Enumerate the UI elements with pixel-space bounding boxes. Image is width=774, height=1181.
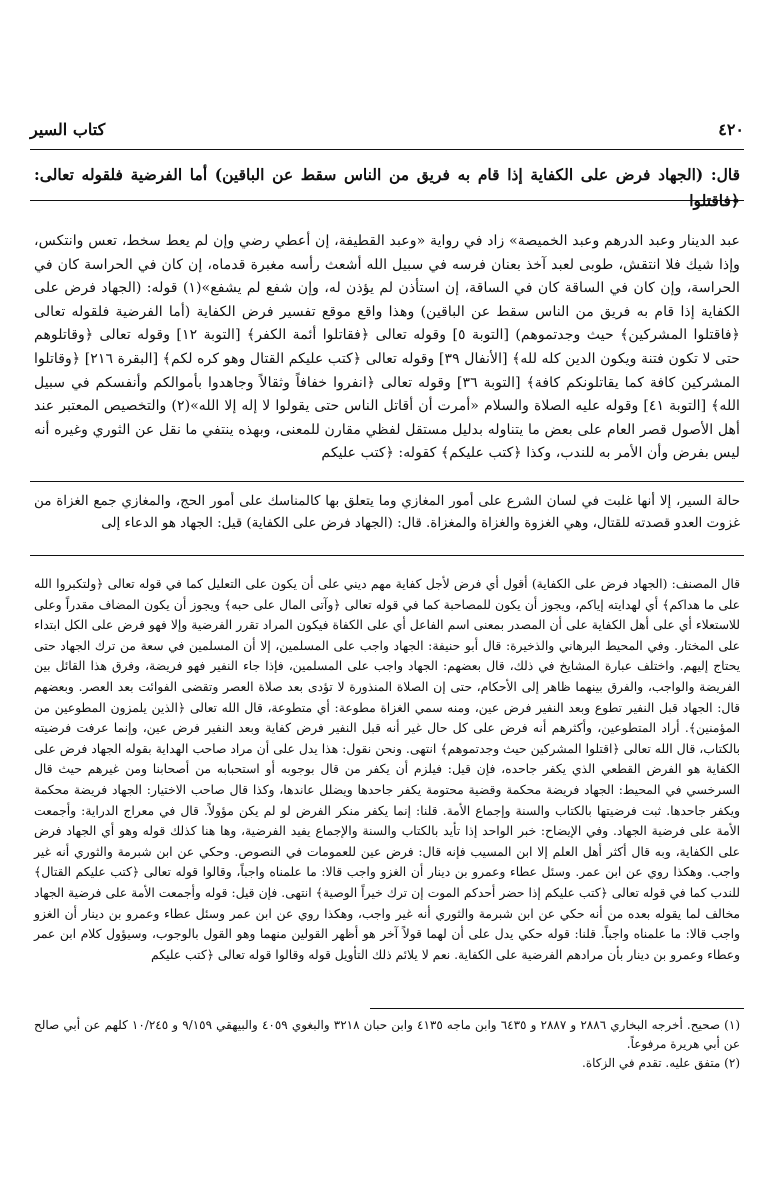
page-header	[30, 120, 744, 146]
commentary-secondary: حالة السير، إلا أنها غلبت في لسان الشرع على أمور المغازي وما يتعلق بها كالمناسك على أمور الحج، والمغازي جمع الغزاة من غزوت العدو قصدته للقتال، وهي الغزوة والغزاة والمغزاة. قال: (الجهاد فرض على الكفاية) قيل: الجهاد هو الدعاء إلى	[34, 494, 740, 531]
footnote-divider	[370, 1008, 744, 1009]
book-title: كتاب السير	[30, 120, 106, 139]
footnotes	[34, 1016, 740, 1073]
commentary-main: عبد الدينار وعبد الدرهم وعبد الخميصة» زاد في رواية «وعبد القطيفة، إن أعطي رضي وإن لم يعط سخط، تعس وانتكس، وإذا شيك فلا انتقش، طوبى لعبد آخذ بعنان فرسه في سبيل الله أشعث رأسه مغبرة قدماه، إن كان في الحراسة كان في الحراسة، وإن كان في الساقة كان في الساقة، إن استأذن لم يؤذن له، وإن شفع لم يشفع»(١) قوله: (الجهاد فرض على الكفاية إذا قام به فريق من الناس سقط عن الباقين) وهذا واقع موقع تفسير فرض الكفاية (أما الفرضية فلقوله تعالى ﴿فاقتلوا المشركين﴾ حيث وجدتموهم) [التوبة ٥] وقوله تعالى ﴿فقاتلوا أئمة الكفر﴾ [التوبة ١٢] وقوله تعالى ﴿وقاتلوهم حتى لا تكون فتنة ويكون الدين كله لله﴾ [الأنفال ٣٩] وقوله تعالى ﴿كتب عليكم القتال وهو كره لكم﴾ [البقرة ٢١٦] ﴿وقاتلوا المشركين كافة كما يقاتلونكم كافة﴾ [التوبة ٣٦] وقوله تعالى ﴿انفروا خفافاً وثقالاً وجاهدوا بأموالكم وأنفسكم في سبيل الله﴾ [التوبة ٤١] وقوله عليه الصلاة والسلام «أمرت أن أقاتل الناس حتى يقولوا لا إله إلا الله»(٢) والتخصيص المعتبر عند أهل الأصول قصر العام على بعض ما يتناوله بدليل مستقل لفظي مقارن للمعنى، وبهذه ينتفي ما نقل عن الثوري وغيره أنه ليس بفرض وأن الأمر به للندب، وكذا ﴿كتب عليكم﴾ كقوله: ﴿كتب عليكم	[34, 233, 741, 462]
footnote-1: (١) صحيح. أخرجه البخاري ٢٨٨٦ و ٢٨٨٧ و ٦٤٣٥ وابن ماجه ٤١٣٥ وابن حبان ٣٢١٨ والبغوي ٤٠٥٩ والبيهقي ٩/١٥٩ و ١٠/٢٤٥ كلهم عن أبي صالح عن أبي هريرة مرفوعاً.	[34, 1018, 740, 1051]
commentary-divider	[30, 481, 744, 482]
footnote-2: (٢) متفق عليه. تقدم في الزكاة.	[582, 1056, 740, 1070]
matn-divider	[30, 200, 744, 201]
page-number: ٤٢٠	[718, 120, 744, 139]
header-divider	[30, 149, 744, 150]
matn-text: قال: (الجهاد فرض على الكفاية إذا قام به فريق من الناس سقط عن الباقين) أما الفرضية فلقوله تعالى: ﴿فاقتلوا	[34, 165, 740, 210]
marginal-commentary: قال المصنف: (الجهاد فرض على الكفاية) أقول أي فرض لأجل كفاية مهم ديني على أن يكون على التعليل كما في قوله تعالى ﴿ولتكبروا الله على ما هداكم﴾ أي لهدايته إياكم، ويجوز أن يكون للمصاحبة كما في قوله تعالى ﴿وآتى المال على حبه﴾ ويجوز أن يكون المضاف مقدراً وعلى للاستعلاء أي على أهل الكفاية على أن المصدر بمعنى اسم الفاعل أي على الكفاة فيكون المراد تقرر الفرضية وإلا فهو فرض على الكل ابتداء على المختار. وفي المحيط البرهاني والذخيرة: قال أبو حنيفة: الجهاد واجب على المسلمين، إلا أن المسلمين في سعة من ترك الجهاد حتى يحتاج إليهم. واختلف عبارة المشايخ في ذلك، قال بعضهم: الجهاد واجب على المسلمين، فإذا جاء النفير فهو فريضة، وفرق هذا القائل بين الفريضة والواجب، والفرق بينهما ظاهر إلى الأحكام، حتى إن الصلاة المنذورة لا تؤدى بعد صلاة العصر وتقضى الفوائت بعد العصر. وبعضهم قال: الجهاد قبل النفير تطوع وبعد النفير فرض عين، ومنه سمي الغزاة مطوعة: أي متطوعة، قال الله تعالى ﴿الذين يلمزون المطوعين من المؤمنين﴾. أراد المتطوعين، وأكثرهم أنه فرض على كل حال غير أنه قبل النفير فرض كفاية وبعد النفير فرض عين، وإنما عرفت فرضيته بالكتاب، قال الله تعالى ﴿اقتلوا المشركين حيث وجدتموهم﴾ انتهى. ونحن نقول: هذا يدل على أن مراد صاحب الهداية بقوله الجهاد فرض على الكفاية هو الفرض القطعي الذي يكفر جاحده، فإن قيل: فيلزم أن يكفر من قال بوجوبه أو استحبابه من أصحابنا ومن غيرهم حيث قال السرخسي في المحيط: الجهاد فريضة محكمة وقضية محتومة يكفر جاحدها ويضلل عاندها، وكذا قال صاحب الاختيار: الجهاد فريضة محكمة ويكفر جاحدها. ثبت فرضيتها بالكتاب والسنة وإجماع الأمة. قلنا: إنما يكفر منكر الفرض لو لم يكن مؤولاً. قال في معراج الدراية: وأجمعت الأمة على فرضية الجهاد. وفي الإيضاح: خبر الواحد إذا تأيد بالكتاب والسنة والإجماع يفيد الفرضية، وها هنا كذلك قوله وهو أي الجهاد فرض على الكفاية، وبه قال أكثر أهل العلم إلا ابن المسيب فإنه قال: فرض عين للعمومات في النصوص. وحكي عن ابن شبرمة والثوري أنه غير واجب. وهكذا روي عن ابن عمر. وسئل عطاء وعمرو بن دينار أن الغزو واجب قالا: ما علمناه واجباً، وقالوا قوله تعالى ﴿كتب عليكم القتال﴾ للندب كما في قوله تعالى ﴿كتب عليكم إذا حضر أحدكم الموت إن ترك خيراً الوصية﴾ انتهى. فإن قيل: قوله وأجمعت الأمة على فرضية الجهاد مخالف لما يقوله بعده من أنه حكي عن ابن شبرمة والثوري أنه غير واجب، وهكذا روي عن ابن عمر وسئل عطاء وعمرو بن دينار أن الغزو واجب قالا: ما علمناه واجباً. قلنا: قوله حكي يدل على أن لهما قولاً آخر هو أظهر القولين منهما وهو القول بالوجوب، وسيؤول كلام ابن عمر وعطاء وعمرو بن دينار بأن مرادهم الفرضية على الكفاية. نعم لا يلائم ذلك التأويل قوله وقالوا قوله تعالى ﴿كتب عليكم	[34, 577, 740, 962]
hashiya-divider	[30, 555, 744, 556]
